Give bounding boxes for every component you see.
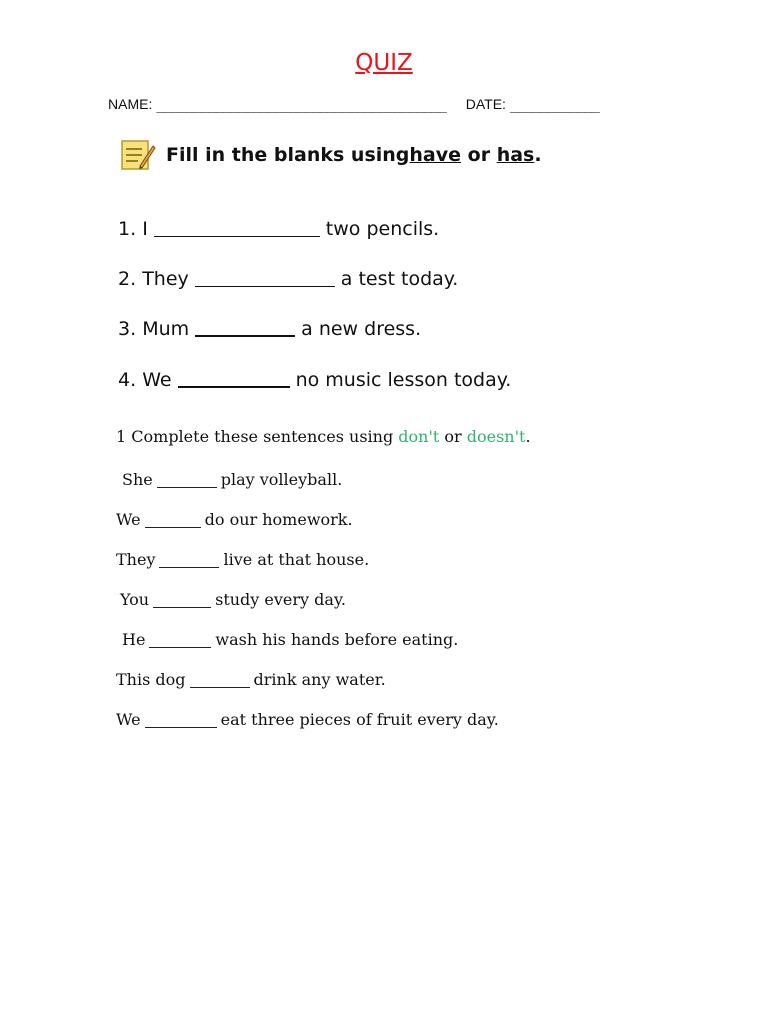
question-number: 4. [118,369,137,391]
sentence-end: eat three pieces of fruit every day. [220,710,499,729]
answer-blank[interactable] [178,385,290,388]
answer-blank[interactable] [154,235,320,237]
sentence-4 [120,590,346,609]
sentence-start: You [120,590,150,609]
section1-heading [120,138,542,172]
notepad-pencil-icon [120,138,156,172]
answer-blank[interactable] [190,686,250,688]
question-1 [118,218,439,240]
sentence-3 [116,550,369,569]
section1-heading-prefix: Fill in the blanks using [166,144,410,166]
question-end: a test today. [340,268,459,290]
answer-blank[interactable] [195,285,335,287]
section1-heading-connector: or [461,144,497,166]
question-start: They [142,268,189,290]
question-number: 1. [118,218,137,240]
answer-blank[interactable] [145,726,217,728]
question-2 [118,268,458,290]
sentence-7 [116,710,499,729]
sentence-end: do our homework. [204,510,353,529]
word-have: have [409,144,462,166]
sentence-end: play volleyball. [220,470,343,489]
question-number: 3. [118,318,137,340]
question-start: Mum [142,318,190,340]
sentence-end: wash his hands before eating. [215,630,459,649]
question-number: 2. [118,268,137,290]
question-4 [118,369,511,391]
sentence-end: drink any water. [253,670,386,689]
section1-heading-period: . [534,144,542,166]
answer-blank[interactable] [159,566,219,568]
section2-heading-period: . [525,427,531,446]
question-start: I [142,218,148,240]
word-dont: don't [398,427,440,446]
question-end: two pencils. [325,218,440,240]
sentence-5 [122,630,458,649]
answer-blank[interactable] [153,606,211,608]
section2-heading-connector: or [439,427,467,446]
word-doesnt: doesn't [466,427,526,446]
sentence-end: study every day. [215,590,346,609]
sentence-1 [122,470,342,489]
name-blank[interactable]: _______________________________________ [156,97,446,113]
header-line [108,96,668,113]
sentence-start: He [122,630,146,649]
question-end: a new dress. [301,318,422,340]
name-label: NAME: [108,96,153,112]
quiz-title: QUIZ [355,50,413,76]
sentence-end: live at that house. [223,550,370,569]
answer-blank[interactable] [157,486,217,488]
question-end: no music lesson today. [295,369,512,391]
sentence-start: This dog [116,670,186,689]
sentence-start: She [122,470,153,489]
sentence-start: They [116,550,156,569]
question-start: We [142,369,172,391]
question-3 [118,318,421,340]
answer-blank[interactable] [149,646,211,648]
date-blank[interactable]: ____________ [509,97,599,113]
sentence-start: We [116,510,141,529]
answer-blank[interactable] [195,334,295,337]
word-has: has [496,144,535,166]
sentence-6 [116,670,386,689]
section2-heading [116,427,531,446]
date-label: DATE: [465,96,506,112]
sentence-start: We [116,710,141,729]
answer-blank[interactable] [145,526,201,528]
sentence-2 [116,510,353,529]
section2-heading-prefix: 1 Complete these sentences using [116,427,399,446]
